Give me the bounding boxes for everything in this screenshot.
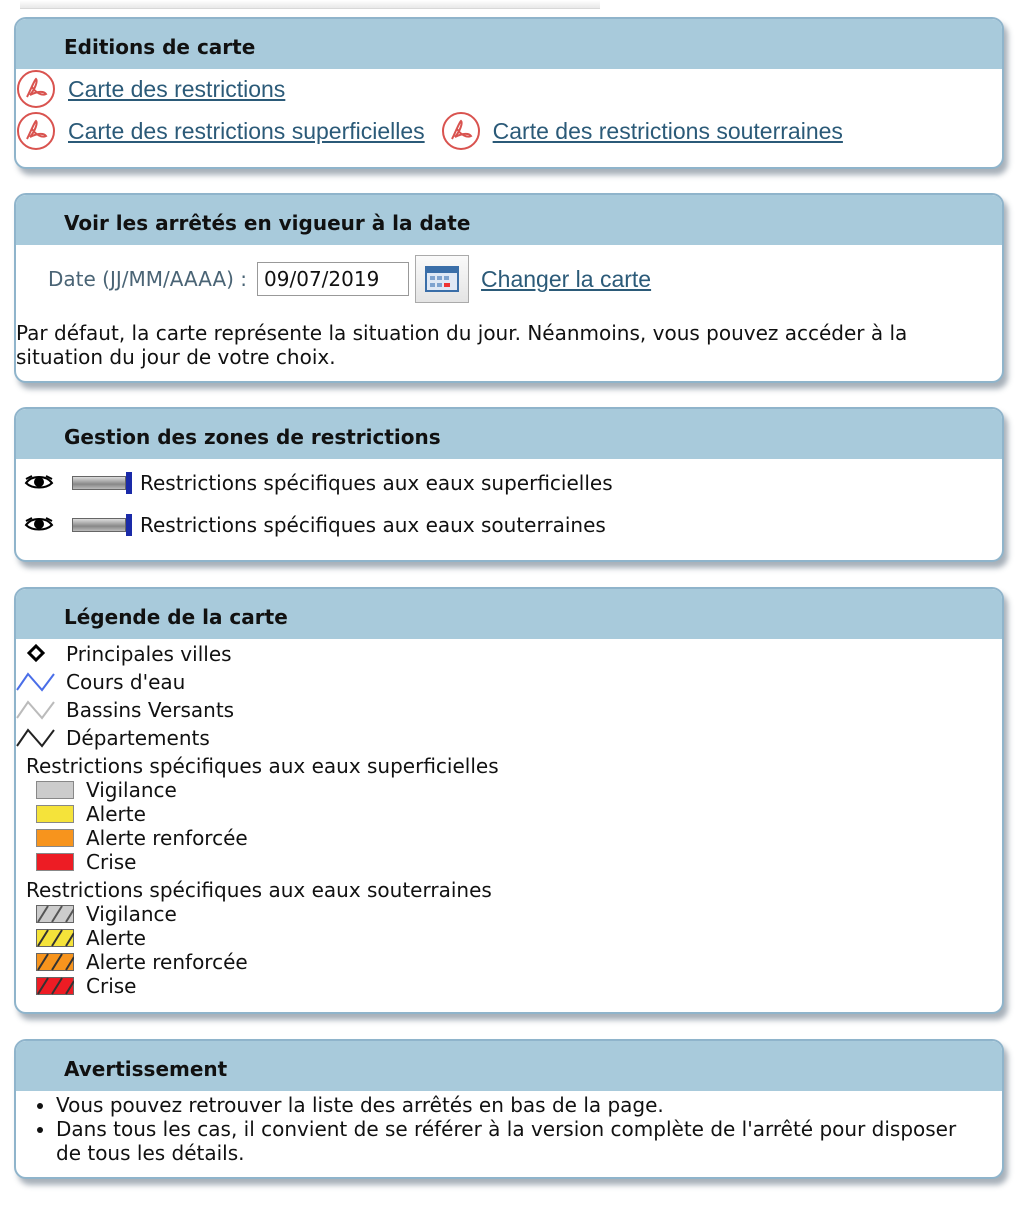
- basin-line-icon: [16, 698, 56, 722]
- eye-icon[interactable]: [24, 473, 54, 493]
- opacity-slider-handle[interactable]: [126, 472, 132, 494]
- warning-list: [16, 1093, 986, 1165]
- hatched-swatch: [36, 953, 74, 971]
- calendar-icon: [425, 265, 459, 293]
- date-panel: [14, 193, 1004, 383]
- legend-item: Crise: [36, 974, 136, 998]
- link-carte-restrictions[interactable]: Carte des restrictions: [68, 75, 286, 102]
- panel-title: Editions de carte: [16, 19, 1002, 69]
- eye-icon[interactable]: [24, 515, 54, 535]
- calendar-button[interactable]: [415, 255, 469, 303]
- top-divider: [20, 0, 600, 9]
- pdf-icon[interactable]: [16, 111, 56, 151]
- zones-panel: [14, 407, 1004, 562]
- legend-item: Principales villes: [16, 642, 232, 666]
- color-swatch: [36, 829, 74, 847]
- zone-row: [24, 471, 613, 495]
- list-item: • Vous pouvez retrouver la liste des arrêtés en bas de la page.: [56, 1093, 986, 1117]
- date-label: Date (JJ/MM/AAAA) :: [48, 267, 248, 291]
- panel-title: Voir les arrêtés en vigueur à la date: [16, 195, 1002, 245]
- pdf-icon[interactable]: [16, 69, 56, 109]
- legend-item: Alerte: [36, 926, 146, 950]
- legend-panel: [14, 587, 1004, 1014]
- opacity-slider-handle[interactable]: [126, 514, 132, 536]
- hatched-swatch: [36, 977, 74, 995]
- legend-item: Bassins Versants: [16, 698, 234, 722]
- zone-row: [24, 513, 606, 537]
- legend-group-title: Restrictions spécifiques aux eaux souterraines: [26, 878, 492, 902]
- editions-panel: [14, 17, 1004, 169]
- link-carte-souterraines[interactable]: Carte des restrictions souterraines: [492, 117, 843, 144]
- opacity-slider-track[interactable]: [72, 476, 126, 490]
- river-line-icon: [16, 670, 56, 694]
- list-item: • Dans tous les cas, il convient de se référer à la version complète de l'arrêté pour disposer de tous les détails.: [56, 1117, 986, 1165]
- change-map-link[interactable]: Changer la carte: [481, 265, 652, 292]
- opacity-slider-track[interactable]: [72, 518, 126, 532]
- date-input[interactable]: [257, 262, 409, 296]
- panel-title: Avertissement: [16, 1041, 1002, 1091]
- legend-item: Alerte renforcée: [36, 826, 248, 850]
- hatched-swatch: [36, 929, 74, 947]
- legend-group-title: Restrictions spécifiques aux eaux superficielles: [26, 754, 499, 778]
- legend-item: Vigilance: [36, 902, 177, 926]
- legend-item: Vigilance: [36, 778, 177, 802]
- panel-title: Légende de la carte: [16, 589, 1002, 639]
- zone-label: Restrictions spécifiques aux eaux superficielles: [140, 471, 613, 495]
- warning-panel: [14, 1039, 1004, 1179]
- panel-title: Gestion des zones de restrictions: [16, 409, 1002, 459]
- legend-item: Départements: [16, 726, 210, 750]
- color-swatch: [36, 781, 74, 799]
- link-carte-superficielles[interactable]: Carte des restrictions superficielles: [68, 117, 425, 144]
- hatched-swatch: [36, 905, 74, 923]
- info-text: Par défaut, la carte représente la situation du jour. Néanmoins, vous pouvez accéder à la situation du jour de votre choix.: [16, 321, 908, 369]
- color-swatch: [36, 805, 74, 823]
- color-swatch: [36, 853, 74, 871]
- legend-item: Alerte renforcée: [36, 950, 248, 974]
- legend-item: Alerte: [36, 802, 146, 826]
- diamond-icon: [16, 642, 56, 666]
- pdf-icon[interactable]: [441, 111, 481, 151]
- legend-item: Crise: [36, 850, 136, 874]
- department-line-icon: [16, 726, 56, 750]
- zone-label: Restrictions spécifiques aux eaux souterraines: [140, 513, 606, 537]
- legend-item: Cours d'eau: [16, 670, 185, 694]
